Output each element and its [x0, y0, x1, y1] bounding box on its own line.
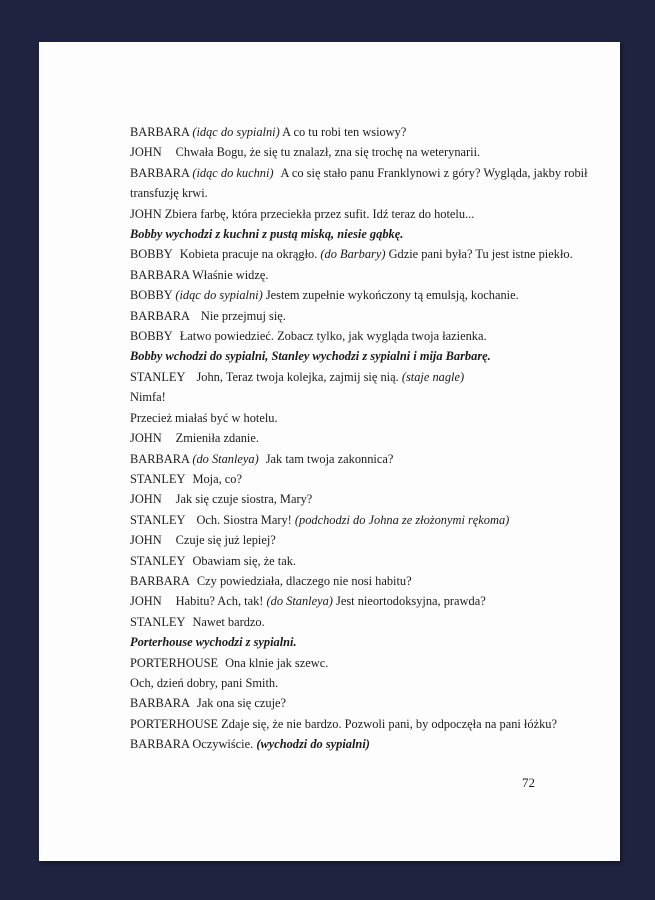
dialogue-line: BOBBY Łatwo powiedzieć. Zobacz tylko, jak wygląda twoja łazienka. [130, 329, 487, 344]
dialogue-line: JOHN Habitu? Ach, tak! (do Stanleya) Jest nieortodoksyjna, prawda? [130, 594, 486, 609]
dialogue-line: BARBARA (idąc do kuchni) A co się stało panu Franklynowi z góry? Wygląda, jakby robił transfuzję krwi. [130, 165, 588, 201]
dialogue-line: BARBARA Czy powiedziała, dlaczego nie nosi habitu? [130, 573, 412, 588]
dialogue-line: STANLEY Obawiam się, że tak. [130, 553, 297, 568]
dialogue-line: BARBARA (do Stanleya) Jak tam twoja zakonnica? [130, 451, 394, 466]
dialogue-line: STANLEY John, Teraz twoja kolejka, zajmij się nią. (staje nagle) [130, 369, 465, 384]
dialogue-line: Przecież miałaś być w hotelu. [130, 410, 278, 425]
stage-direction: Bobby wchodzi do sypialni, Stanley wychodzi z sypialni i mija Barbarę. [130, 349, 491, 364]
dialogue-line: STANLEY Moja, co? [130, 471, 242, 486]
dialogue-line: JOHN Czuje się już lepiej? [130, 533, 276, 548]
dialogue-line: Nimfa! [130, 390, 166, 405]
dialogue-line: JOHN Chwała Bogu, że się tu znalazł, zna się trochę na weterynarii. [130, 145, 481, 160]
dialogue-line: JOHN Zmieniła zdanie. [130, 431, 259, 446]
dialogue-line: BARBARA Oczywiście. (wychodzi do sypialni) [130, 737, 370, 752]
dialogue-line: JOHN Zbiera farbę, która przeciekła przez sufit. Idź teraz do hotelu... [130, 206, 475, 221]
dialogue-line: STANLEY Och. Siostra Mary! (podchodzi do Johna ze złożonymi rękoma) [130, 512, 510, 527]
dialogue-line: BARBARA Właśnie widzę. [130, 267, 269, 282]
dialogue-line: STANLEY Nawet bardzo. [130, 614, 265, 629]
page-number: 72 [522, 775, 535, 790]
stage-direction: Porterhouse wychodzi z sypialni. [130, 635, 297, 650]
dialogue-line: BOBBY Kobieta pracuje na okrągło. (do Barbary) Gdzie pani była? Tu jest istne piekło. [130, 247, 573, 262]
dialogue-line: JOHN Jak się czuje siostra, Mary? [130, 492, 313, 507]
dialogue-line: BARBARA (idąc do sypialni) A co tu robi ten wsiowy? [130, 125, 407, 139]
dialogue-line: PORTERHOUSE Ona klnie jak szewc. [130, 655, 329, 670]
dialogue-line: BARBARA Nie przejmuj się. [130, 308, 286, 323]
dialogue-line: BOBBY (idąc do sypialni) Jestem zupełnie wykończony tą emulsją, kochanie. [130, 288, 519, 303]
dialogue-line: PORTERHOUSE Zdaje się, że nie bardzo. Pozwoli pani, by odpoczęła na pani łóżku? [130, 716, 557, 731]
stage-direction: Bobby wychodzi z kuchni z pustą miską, niesie gąbkę. [130, 227, 404, 242]
script-text [130, 122, 600, 755]
document-page [39, 42, 620, 861]
dialogue-line: Och, dzień dobry, pani Smith. [130, 675, 279, 690]
dialogue-line: BARBARA Jak ona się czuje? [130, 696, 287, 711]
